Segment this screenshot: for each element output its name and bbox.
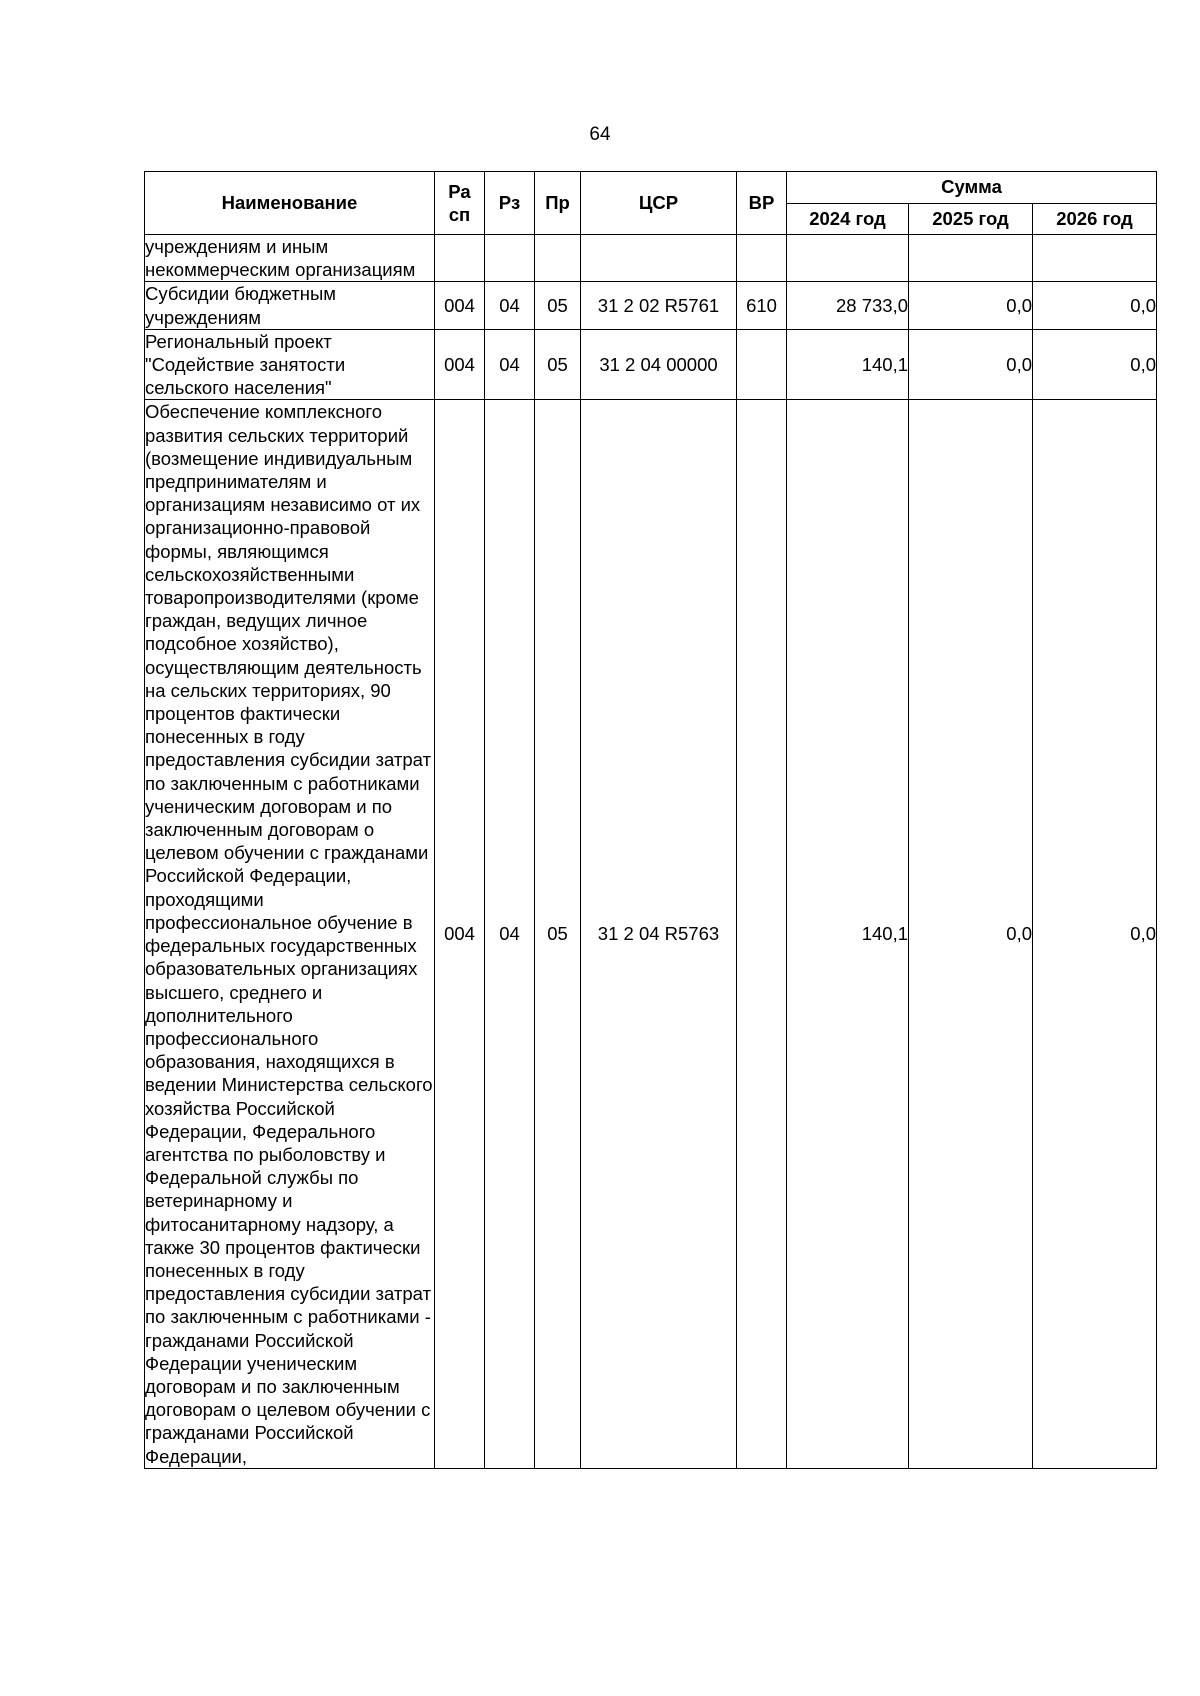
cell-csr: 31 2 02 R5761 xyxy=(581,282,737,329)
header-pr: Пр xyxy=(535,172,581,235)
cell-2026: 0,0 xyxy=(1033,282,1157,329)
cell-name: учреждениям и иным некоммерческим организациям xyxy=(145,235,435,282)
cell-vr xyxy=(737,329,787,400)
cell-pr: 05 xyxy=(535,329,581,400)
table-row xyxy=(145,235,1157,282)
header-2025: 2025 год xyxy=(909,203,1033,235)
table-row xyxy=(145,282,1157,329)
cell-rz: 04 xyxy=(485,282,535,329)
budget-table xyxy=(144,171,1157,1469)
cell-vr xyxy=(737,400,787,1468)
table-header xyxy=(145,172,1157,235)
cell-rz: 04 xyxy=(485,400,535,1468)
cell-rasp: 004 xyxy=(435,329,485,400)
cell-vr xyxy=(737,235,787,282)
cell-csr: 31 2 04 R5763 xyxy=(581,400,737,1468)
header-vr: ВР xyxy=(737,172,787,235)
cell-2025: 0,0 xyxy=(909,282,1033,329)
header-2026: 2026 год xyxy=(1033,203,1157,235)
cell-2026: 0,0 xyxy=(1033,400,1157,1468)
header-rz: Рз xyxy=(485,172,535,235)
cell-2024: 28 733,0 xyxy=(787,282,909,329)
table-row xyxy=(145,400,1157,1468)
cell-2024: 140,1 xyxy=(787,400,909,1468)
cell-vr: 610 xyxy=(737,282,787,329)
cell-2025 xyxy=(909,235,1033,282)
cell-rasp: 004 xyxy=(435,400,485,1468)
cell-csr: 31 2 04 00000 xyxy=(581,329,737,400)
cell-name: Обеспечение комплексного развития сельских территорий (возмещение индивидуальным предпринимателям и организациям независимо от их организационно-правовой формы, являющимся сельскохозяйственными товаропроизводителями (кроме граждан, ведущих личное подсобное хозяйство), осуществляющим деятельность на сельских территориях, 90 процентов фактически понесенных в году предоставления субсидии затрат по заключенным с работниками ученическим договорам и по заключенным договорам о целевом обучении с гражданами Российской Федерации, проходящими профессиональное обучение в федеральных государственных образовательных организациях высшего, среднего и дополнительного профессионального образования, находящихся в ведении Министерства сельского хозяйства Российской Федерации, Федерального агентства по рыболовству и Федеральной службы по ветеринарному и фитосанитарному надзору, а также 30 процентов фактически понесенных в году предоставления субсидии затрат по заключенным с работниками - гражданами Российской Федерации ученическим договорам и по заключенным договорам о целевом обучении с гражданами Российской Федерации, xyxy=(145,401,433,1467)
cell-csr xyxy=(581,235,737,282)
cell-2026 xyxy=(1033,235,1157,282)
cell-rasp: 004 xyxy=(435,282,485,329)
cell-name: Региональный проект "Содействие занятости сельского населения" xyxy=(145,329,435,400)
header-rasp-line2: сп xyxy=(448,204,471,225)
cell-2024 xyxy=(787,235,909,282)
cell-pr: 05 xyxy=(535,282,581,329)
header-2024: 2024 год xyxy=(787,203,909,235)
header-rasp xyxy=(435,172,485,235)
cell-2024: 140,1 xyxy=(787,329,909,400)
header-sum: Сумма xyxy=(787,172,1157,204)
cell-name: Субсидии бюджетным учреждениям xyxy=(145,282,435,329)
header-csr: ЦСР xyxy=(581,172,737,235)
header-rasp-line1: Ра xyxy=(448,180,471,202)
cell-pr xyxy=(535,235,581,282)
cell-2026: 0,0 xyxy=(1033,329,1157,400)
table-row xyxy=(145,329,1157,400)
cell-rz: 04 xyxy=(485,329,535,400)
cell-pr: 05 xyxy=(535,400,581,1468)
cell-rasp xyxy=(435,235,485,282)
cell-rz xyxy=(485,235,535,282)
header-name: Наименование xyxy=(145,172,435,235)
cell-2025: 0,0 xyxy=(909,400,1033,1468)
cell-2025: 0,0 xyxy=(909,329,1033,400)
page-number: 64 xyxy=(589,124,611,145)
